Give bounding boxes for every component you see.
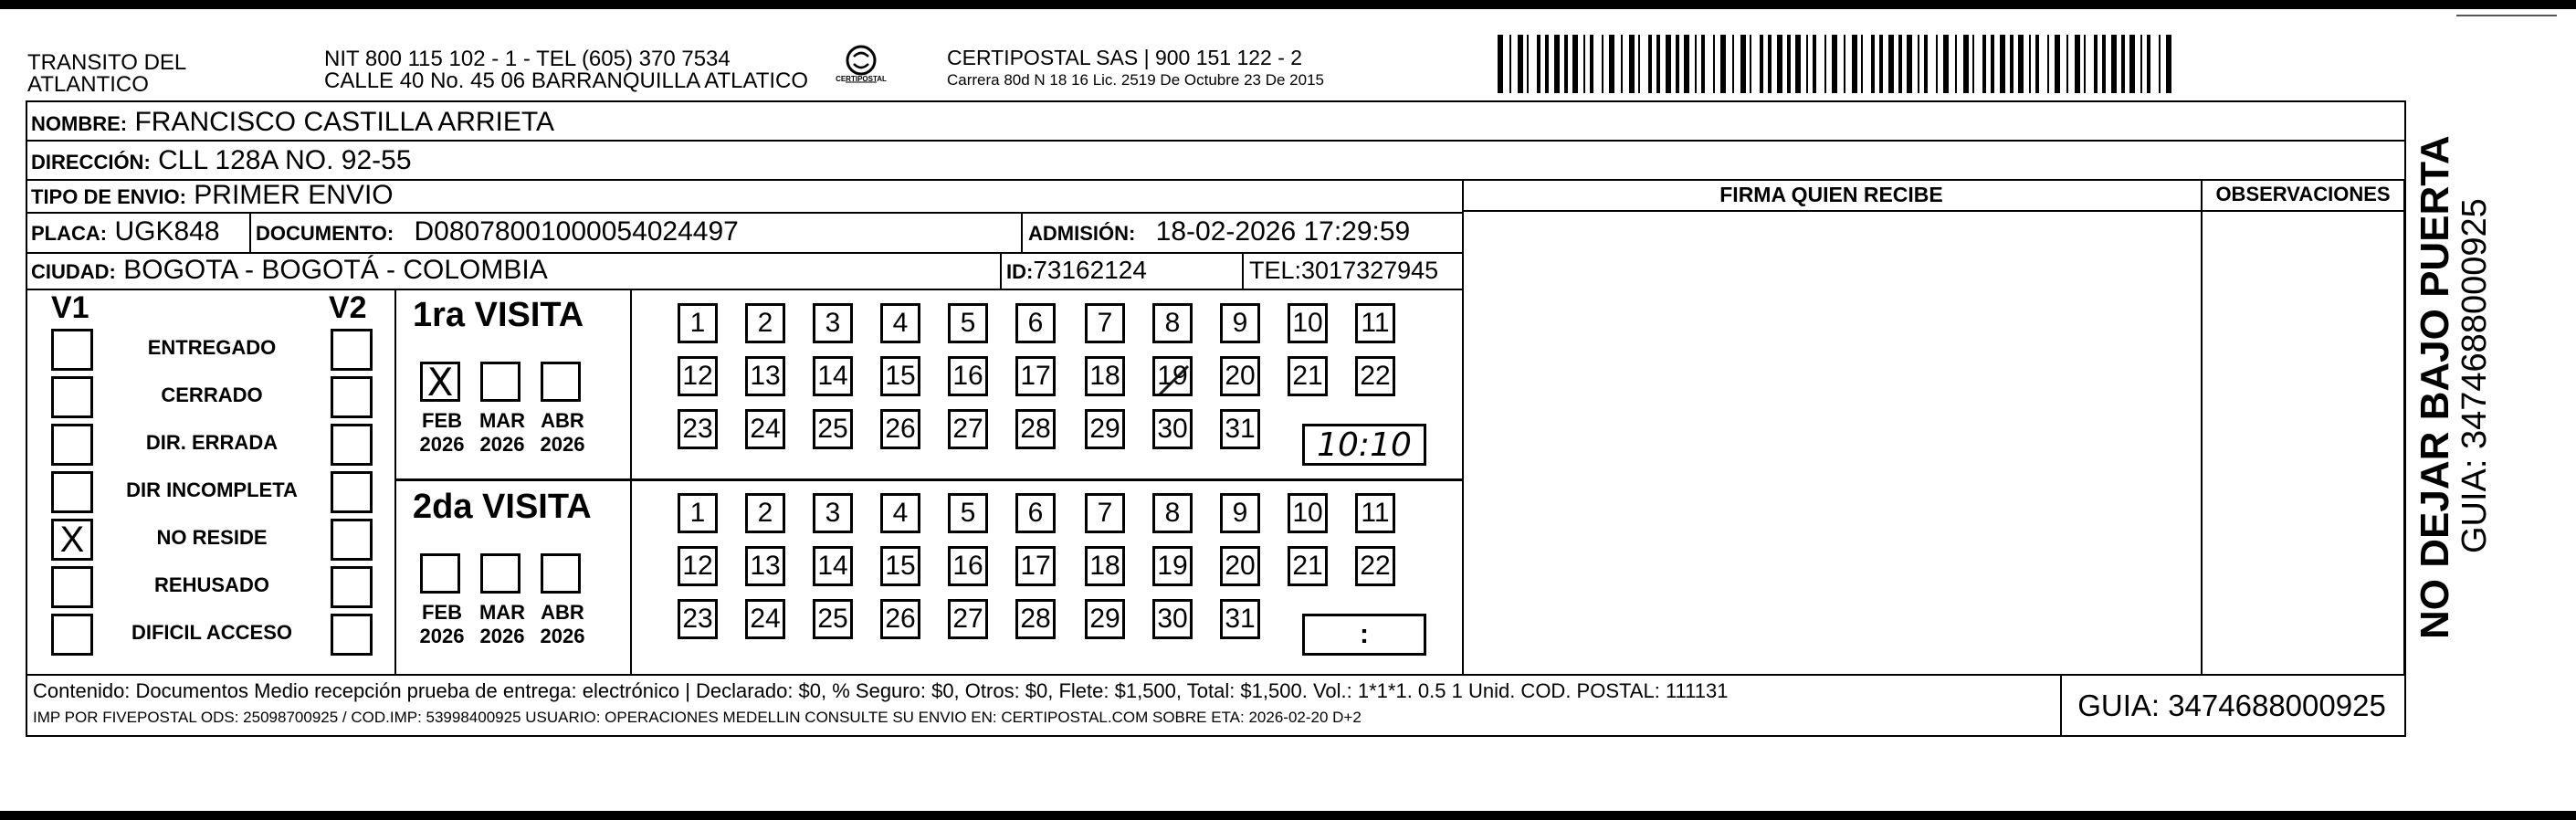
visit2-day-box[interactable]: 28 (1015, 599, 1056, 639)
id-cell (1006, 252, 1147, 290)
visit2-day-box[interactable]: 25 (813, 599, 853, 639)
barcode-bar (1768, 35, 1772, 93)
barcode-bar (1590, 35, 1593, 93)
v2-checkbox[interactable] (331, 471, 373, 513)
status-label: DIR. ERRADA (145, 431, 279, 454)
barcode-bar (2147, 35, 2150, 93)
visit1-month-box[interactable] (541, 362, 581, 402)
nombre-label: NOMBRE: (31, 112, 128, 135)
barcode-bar (1713, 35, 1715, 93)
side-guia: GUIA: 3474688000925 (2455, 198, 2494, 553)
company-line: CERTIPOSTAL SAS | 900 151 122 - 2 (947, 46, 1303, 69)
visit1-day-box[interactable]: 4 (880, 303, 920, 343)
v1-checkbox[interactable] (51, 471, 93, 513)
barcode-bar (1545, 35, 1549, 93)
row-line (1462, 210, 2406, 212)
col-line (1242, 252, 1244, 289)
barcode-bar (1888, 35, 1894, 93)
v1-checkbox[interactable] (51, 329, 93, 371)
barcode-bar (1720, 35, 1726, 93)
barcode-bar (2010, 35, 2013, 93)
visit2-day-box[interactable]: 12 (678, 546, 718, 586)
visit1-day-box[interactable]: 16 (948, 356, 988, 396)
col-line (2403, 179, 2405, 674)
visit2-day-box[interactable]: 5 (948, 493, 988, 533)
tipo-envio-row (31, 179, 394, 214)
tipo-envio-value: PRIMER ENVIO (194, 180, 394, 210)
visit2-month-box[interactable] (420, 553, 460, 594)
visit2-year-label: 2026 (479, 625, 525, 647)
barcode-bar (1676, 35, 1679, 93)
visit1-day-box[interactable]: 12 (678, 356, 718, 396)
ciudad-value: BOGOTA - BOGOTÁ - COLOMBIA (123, 255, 548, 285)
visit2-day-box[interactable]: 30 (1152, 599, 1193, 639)
visit2-day-box[interactable]: 23 (678, 599, 718, 639)
col-line (1462, 179, 1464, 674)
barcode-bar (1509, 35, 1511, 93)
barcode-bar (1806, 35, 1808, 93)
barcode-bar (2084, 35, 2086, 93)
visit1-title: 1ra VISITA (413, 296, 584, 334)
visit1-day-box[interactable]: 24 (745, 409, 785, 449)
visit2-time-box[interactable]: : (1302, 614, 1426, 656)
corner-mark (2456, 15, 2557, 16)
barcode-bar (1918, 35, 1919, 93)
v1-checkbox[interactable]: X (51, 519, 93, 561)
admision-label: ADMISIÓN: (1028, 222, 1136, 245)
v2-checkbox[interactable] (331, 329, 373, 371)
visit1-day-box[interactable]: 7 (1085, 303, 1125, 343)
barcode-bar (1982, 35, 1986, 93)
barcode-bar (1787, 35, 1791, 93)
footer-guia: GUIA: 3474688000925 (2077, 688, 2386, 722)
barcode-bar (2029, 35, 2031, 93)
v1-checkbox[interactable] (51, 424, 93, 466)
barcode-bar (2111, 35, 2117, 93)
visit1-day-box[interactable]: 22 (1355, 356, 1395, 396)
col-line (1000, 252, 1002, 289)
visit1-day-box[interactable]: 2 (745, 303, 785, 343)
status-label: DIR INCOMPLETA (126, 478, 298, 501)
sender-name-line2: ATLANTICO (27, 72, 149, 97)
barcode-bar (1898, 35, 1902, 93)
footer-print-info: IMP POR FIVEPOSTAL ODS: 25098700925 / COD.IMP: 53998400925 USUARIO: OPERACIONES MEDELLIN CONSULTE SU ENVIO EN: CERTIPOSTAL.COM SOBRE ETA: 2026-02-20 D+2 (33, 709, 1362, 726)
visit2-year-label: 2026 (540, 625, 585, 647)
license-line: Carrera 80d N 18 16 Lic. 2519 De Octubre 23 De 2015 (947, 71, 1324, 89)
visit2-month-label: MAR (478, 601, 526, 624)
no-dejar-bajo-puerta: NO DEJAR BAJO PUERTA (2413, 135, 2457, 639)
v2-checkbox[interactable] (331, 614, 373, 656)
barcode-bar (2066, 35, 2068, 93)
barcode-bar (1777, 35, 1782, 93)
barcode-bar (1795, 35, 1801, 93)
visit1-day-box[interactable]: 27 (948, 409, 988, 449)
documento-cell (256, 214, 739, 252)
row-line (26, 674, 2406, 676)
status-label: NO RESIDE (156, 526, 268, 549)
barcode-bar (1572, 35, 1578, 93)
visit1-day-box[interactable]: 28 (1015, 409, 1056, 449)
certipostal-logo (829, 42, 893, 97)
id-label: ID: (1006, 260, 1034, 283)
admision-value: 18-02-2026 17:29:59 (1155, 216, 1411, 247)
visit1-day-box[interactable]: 8 (1152, 303, 1193, 343)
id-value: 73162124 (1033, 256, 1147, 284)
ciudad-cell (31, 252, 548, 290)
visit1-day-box[interactable]: 11 (1355, 303, 1395, 343)
barcode-bar (2102, 35, 2106, 93)
barcode-bar (1602, 35, 1603, 93)
visit1-day-box[interactable]: 30 (1152, 409, 1193, 449)
visit1-year-label: 2026 (479, 433, 525, 456)
visit2-title: 2da VISITA (413, 488, 592, 526)
visit1-month-label: MAR (478, 409, 526, 432)
v2-checkbox[interactable] (331, 566, 373, 608)
row-line (394, 478, 1462, 481)
barcode-bar (1518, 35, 1523, 93)
visit2-day-box[interactable]: 17 (1015, 546, 1056, 586)
visit1-day-box[interactable]: 13 (745, 356, 785, 396)
visit2-day-box[interactable]: 4 (880, 493, 920, 533)
visit2-day-box[interactable]: 8 (1152, 493, 1193, 533)
v1-checkbox[interactable] (51, 566, 93, 608)
barcode (1498, 35, 2178, 95)
sender-name-line1: TRANSITO DEL (27, 50, 187, 75)
barcode-bar (1648, 35, 1652, 93)
v2-checkbox[interactable] (331, 376, 373, 418)
barcode-bar (2140, 35, 2142, 93)
barcode-bar (1638, 35, 1640, 93)
visit1-day-box[interactable]: 5 (948, 303, 988, 343)
barcode-bar (2166, 35, 2171, 93)
visit2-day-box[interactable]: 31 (1220, 599, 1260, 639)
status-label: CERRADO (161, 384, 263, 406)
barcode-bar (2000, 35, 2005, 93)
footer-contents: Contenido: Documentos Medio recepción prueba de entrega: electrónico | Declarado: $0, % Seguro: $0, Otros: $0, Flete: $1,500, Total: $1,500. Vol.: 1*1*1. 0.5 1 Unid. COD. POSTAL: 111131 (33, 679, 1729, 702)
visit2-month-box[interactable] (541, 553, 581, 594)
visit1-month-box[interactable]: X (420, 362, 460, 402)
barcode-bar (1824, 35, 1826, 93)
barcode-bar (2047, 35, 2049, 93)
visit1-day-box[interactable]: 15 (880, 356, 920, 396)
visit2-day-box[interactable]: 3 (813, 493, 853, 533)
ciudad-label: CIUDAD: (31, 260, 116, 283)
visit1-month-label: ABR (541, 409, 584, 432)
bottom-border-bar (0, 811, 2576, 820)
documento-label: DOCUMENTO: (256, 222, 394, 245)
visit2-day-box[interactable]: 1 (678, 493, 718, 533)
visit2-day-box[interactable]: 19 (1152, 546, 1193, 586)
tel-value: 3017327945 (1301, 257, 1439, 284)
barcode-bar (1583, 35, 1585, 93)
side-notice (2414, 128, 2493, 639)
visit1-day-box[interactable]: 6 (1015, 303, 1056, 343)
visit1-day-box[interactable]: 18 (1085, 356, 1125, 396)
visit2-day-box[interactable]: 14 (813, 546, 853, 586)
barcode-bar (1684, 35, 1689, 93)
visit1-year-label: 2026 (540, 433, 585, 456)
barcode-bar (1871, 35, 1875, 93)
v1-checkbox[interactable] (51, 376, 93, 418)
visit2-day-box[interactable]: 29 (1085, 599, 1125, 639)
status-label: ENTREGADO (147, 336, 277, 359)
barcode-bar (1832, 35, 1837, 93)
visit2-day-box[interactable]: 13 (745, 546, 785, 586)
visit1-day-box[interactable]: 26 (880, 409, 920, 449)
barcode-bar (1621, 35, 1623, 93)
visit2-day-box[interactable]: 7 (1085, 493, 1125, 533)
visit1-day-box[interactable]: 9 (1220, 303, 1260, 343)
status-label: REHUSADO (154, 573, 269, 596)
barcode-bar (1852, 35, 1857, 93)
placa-label: PLACA: (31, 222, 108, 245)
visit1-day-box[interactable]: 25 (813, 409, 853, 449)
tipo-envio-label: TIPO DE ENVIO: (31, 185, 186, 208)
tel-label: TEL: (1249, 257, 1302, 284)
sender-nit: NIT 800 115 102 - 1 - TEL (605) 370 7534 (324, 47, 731, 71)
direccion-label: DIRECCIÓN: (31, 151, 151, 173)
visit1-day-box[interactable]: 21 (1288, 356, 1328, 396)
col-line (1021, 212, 1023, 252)
nombre-value: FRANCISCO CASTILLA ARRIETA (134, 107, 555, 137)
v2-checkbox[interactable] (331, 424, 373, 466)
visit1-month-box[interactable] (480, 362, 520, 402)
barcode-bar (1972, 35, 1974, 93)
visit2-month-label: ABR (541, 601, 584, 624)
barcode-bar (1963, 35, 1969, 93)
barcode-bar (2129, 35, 2135, 93)
barcode-bar (1609, 35, 1614, 93)
visit2-day-box[interactable]: 22 (1355, 546, 1395, 586)
admision-cell (1028, 214, 1410, 252)
placa-cell (31, 214, 220, 252)
barcode-bar (2035, 35, 2039, 93)
visit2-day-box[interactable]: 2 (745, 493, 785, 533)
barcode-bar (1527, 35, 1529, 93)
col-line (249, 212, 251, 252)
barcode-bar (1907, 35, 1912, 93)
barcode-bar (1813, 35, 1816, 93)
placa-value: UGK848 (114, 216, 220, 247)
status-label: DIFICIL ACCESO (131, 621, 292, 644)
sender-address: CALLE 40 No. 45 06 BARRANQUILLA ATLATICO (324, 68, 809, 93)
barcode-bar (1564, 35, 1568, 93)
visit1-day-box[interactable]: 19 (1152, 356, 1193, 396)
barcode-bar (1554, 35, 1560, 93)
visit1-day-box[interactable]: 17 (1015, 356, 1056, 396)
barcode-bar (1750, 35, 1751, 93)
visit1-time-box[interactable]: 10:10 (1302, 424, 1426, 466)
nombre-row (31, 104, 554, 142)
visit1-day-box[interactable]: 20 (1220, 356, 1260, 396)
barcode-bar (1991, 35, 1994, 93)
barcode-bar (1936, 35, 1938, 93)
documento-value: D08078001000054024497 (414, 216, 739, 247)
visit2-month-box[interactable] (480, 553, 520, 594)
visit1-day-box[interactable]: 14 (813, 356, 853, 396)
barcode-bar (1701, 35, 1705, 93)
barcode-bar (1629, 35, 1635, 93)
barcode-bar (1695, 35, 1697, 93)
barcode-bar (1498, 35, 1503, 93)
visit2-day-box[interactable]: 6 (1015, 493, 1056, 533)
col-line (2201, 179, 2203, 674)
visit2-day-box[interactable]: 21 (1288, 546, 1328, 586)
col-line (394, 289, 396, 674)
visit1-day-box[interactable]: 1 (678, 303, 718, 343)
v1-checkbox[interactable] (51, 614, 93, 656)
barcode-bar (1861, 35, 1863, 93)
col-line (630, 289, 632, 674)
v2-checkbox[interactable] (331, 519, 373, 561)
visit2-day-box[interactable]: 11 (1355, 493, 1395, 533)
v2-header: V2 (329, 290, 367, 325)
barcode-bar (2094, 35, 2098, 93)
barcode-bar (2121, 35, 2125, 93)
barcode-bar (1924, 35, 1928, 93)
visit2-day-box[interactable]: 16 (948, 546, 988, 586)
barcode-bar (1740, 35, 1746, 93)
barcode-bar (1666, 35, 1671, 93)
barcode-bar (1537, 35, 1540, 93)
row-line (2060, 210, 2061, 212)
visit1-day-box[interactable]: 10 (1288, 303, 1328, 343)
barcode-bar (1943, 35, 1949, 93)
logo-wordmark: CERTIPOSTAL (836, 75, 887, 83)
visit2-day-box[interactable]: 27 (948, 599, 988, 639)
barcode-bar (1879, 35, 1883, 93)
observaciones-header: OBSERVACIONES (2215, 183, 2391, 205)
visit2-month-label: FEB (422, 601, 462, 624)
direccion-row (31, 142, 412, 181)
top-border-bar (0, 0, 2576, 9)
visit2-day-box[interactable]: 9 (1220, 493, 1260, 533)
barcode-bar (2075, 35, 2080, 93)
logo-icon (829, 42, 893, 97)
visit2-day-box[interactable]: 20 (1220, 546, 1260, 586)
barcode-bar (2018, 35, 2024, 93)
barcode-bar (2159, 35, 2161, 93)
barcode-bar (2055, 35, 2060, 93)
barcode-bar (1844, 35, 1845, 93)
firma-header: FIRMA QUIEN RECIBE (1719, 183, 1943, 206)
tel-cell (1249, 252, 1438, 289)
barcode-bar (1656, 35, 1660, 93)
visit1-day-box[interactable]: 29 (1085, 409, 1125, 449)
visit2-day-box[interactable]: 18 (1085, 546, 1125, 586)
visit1-year-label: 2026 (419, 433, 465, 456)
visit2-year-label: 2026 (419, 625, 465, 647)
direccion-value: CLL 128A NO. 92-55 (158, 145, 412, 175)
visit1-month-label: FEB (422, 409, 462, 432)
visit2-day-box[interactable]: 15 (880, 546, 920, 586)
visit2-day-box[interactable]: 10 (1288, 493, 1328, 533)
visit1-day-box[interactable]: 31 (1220, 409, 1260, 449)
visit1-day-box[interactable]: 23 (678, 409, 718, 449)
barcode-bar (1760, 35, 1763, 93)
barcode-bar (1955, 35, 1957, 93)
visit1-day-box[interactable]: 3 (813, 303, 853, 343)
v1-header: V1 (51, 290, 89, 325)
visit2-day-box[interactable]: 24 (745, 599, 785, 639)
barcode-bar (1732, 35, 1734, 93)
visit2-day-box[interactable]: 26 (880, 599, 920, 639)
day-19-strike-mark (1155, 363, 1192, 399)
